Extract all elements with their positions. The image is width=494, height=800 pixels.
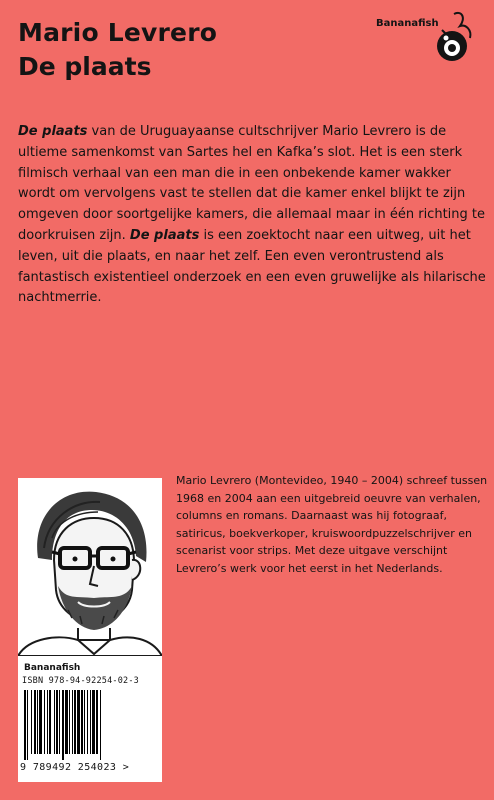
blurb-part-2: is een zoektocht naar een uitweg, uit het leven, uit die plaats, en naar het zelf. Een even verontrustend als fantastisch existentieel onderzoek en een even gruwelijke als hilarische nachtmerrie. [18,227,486,306]
isbn-label: ISBN 978-94-92254-02-3 [22,676,139,686]
barcode-publisher: Bananafish [24,663,81,673]
blurb-title-1: De plaats [18,124,88,139]
back-panel [18,478,162,782]
blurb-part-1: van de Uruguayaanse cultschrijver Mario Levrero is de ultieme samenkomst van Sartes hel en Kafka’s slot. Het is een sterk filmisch verhaal van een man die in een onbekende kamer wakker wordt om vervolgens vast te stellen dat die kamer enkel blijkt te zijn omgeven door soortgelijke kamers, die allemaal maar in één richting te doorkruisen zijn. [18,124,485,243]
author-bio: Mario Levrero (Montevideo, 1940 – 2004) schreef tussen 1968 en 2004 aan een uitgebreid oeuvre van verhalen, columns en romans. Daarnaast was hij fotograaf, satiricus, boekverkoper, kruiswoordpuzzelschrijver en scenarist voor strips. Met deze uitgave verschijnt Levrero’s werk voor het eerst in het Nederlands. [176,474,488,575]
isbn-barcode [22,690,158,760]
author-portrait-illustration [18,478,162,656]
book-title: De plaats [18,52,152,81]
publisher-logo-label: Bananafish [376,18,439,29]
bananafish-logo-icon [432,8,476,70]
blurb-title-2: De plaats [129,227,200,243]
ean-digits: 9 789492 254023 > [20,762,130,773]
blurb-text [18,122,488,309]
author-name: Mario Levrero [18,18,218,47]
